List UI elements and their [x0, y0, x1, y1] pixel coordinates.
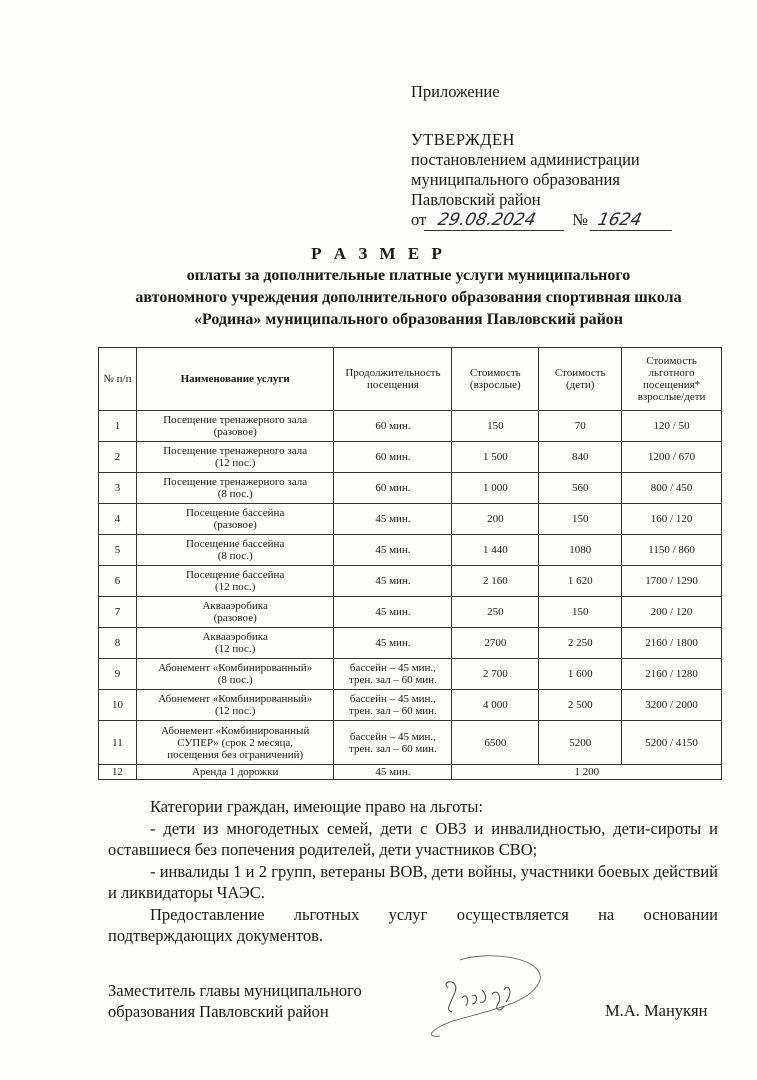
- cell-duration: [334, 504, 452, 535]
- cell-child: 5200: [539, 721, 622, 765]
- cell-name: [136, 566, 334, 597]
- cell-discount: 3200 / 2000: [622, 690, 722, 721]
- cell-adult: 2700: [452, 628, 539, 659]
- cell-name: [136, 690, 334, 721]
- fees-table: [98, 347, 722, 780]
- benefits-heading: Категории граждан, имеющие право на льготы:: [150, 797, 484, 816]
- header-name: Наименование услуги: [136, 348, 334, 411]
- cell-discount: 2160 / 1280: [622, 659, 722, 690]
- cell-duration-line-1: 45 мин.: [375, 606, 411, 618]
- cell-adult: 200: [452, 504, 539, 535]
- cell-name-line-2: (12 пос.): [214, 705, 256, 717]
- cell-name-line-2: СУПЕР» (срок 2 месяца,: [177, 736, 294, 749]
- header-adult: Стоимость (взрослые): [452, 348, 539, 411]
- cell-duration-line-1: бассейн – 45 мин.,: [349, 662, 436, 674]
- cell-name-line-1: Посещение бассейна: [186, 507, 285, 519]
- cell-name-line-1: Аквааэробика: [202, 631, 268, 643]
- cell-name-line-1: Абонемент «Комбинированный: [161, 724, 310, 737]
- table-body: [99, 411, 722, 780]
- table-row: [99, 442, 722, 473]
- cell-adult: 4 000: [452, 690, 539, 721]
- subtitle-line-2: автономного учреждения дополнительного образования спортивная школа: [135, 289, 682, 306]
- cell-name-line-2: (8 пос.): [217, 674, 253, 686]
- cell-name: [136, 473, 334, 504]
- cell-name-line-3: посещения без ограничений): [167, 748, 304, 761]
- cell-duration: [334, 535, 452, 566]
- benefits-section: [108, 796, 718, 947]
- cell-num: 11: [99, 721, 137, 765]
- cell-name: [136, 442, 334, 473]
- cell-child: 150: [539, 597, 622, 628]
- approval-line-2: муниципального образования: [411, 170, 620, 189]
- header-discount: Стоимость льготного посещения* взрослые/дети: [622, 348, 722, 411]
- cell-adult: 2 700: [452, 659, 539, 690]
- cell-num: 1: [99, 411, 137, 442]
- table-row: [99, 597, 722, 628]
- cell-num: 7: [99, 597, 137, 628]
- cell-adult: 6500: [452, 721, 539, 765]
- cell-adult: 150: [452, 411, 539, 442]
- cell-name: [136, 721, 334, 765]
- from-label: от: [411, 210, 427, 229]
- cell-discount: 2160 / 1800: [622, 628, 722, 659]
- cell-discount: 1700 / 1290: [622, 566, 722, 597]
- cell-name-line-1: Абонемент «Комбинированный»: [158, 662, 313, 674]
- signature-image: [400, 950, 550, 1040]
- cell-name-line-2: (12 пос.): [214, 581, 256, 593]
- header-child: Стоимость (дети): [539, 348, 622, 411]
- cell-duration: [334, 628, 452, 659]
- handwritten-date: 29.08.2024: [424, 210, 568, 231]
- table-row: [99, 411, 722, 442]
- approval-date-line: [411, 210, 674, 231]
- cell-num: 3: [99, 473, 137, 504]
- cell-name-line-2: (8 пос.): [217, 550, 253, 562]
- signer-name: М.А. Манукян: [605, 1001, 708, 1020]
- signer-title-2: образования Павловский район: [108, 1002, 329, 1021]
- cell-duration-line-2: трен. зал – 60 мин.: [349, 742, 437, 755]
- cell-duration-line-1: 45 мин.: [375, 544, 411, 556]
- cell-duration-line-1: 45 мин.: [375, 575, 411, 587]
- cell-discount: 120 / 50: [622, 411, 722, 442]
- table-row-last: [99, 765, 722, 780]
- appendix-label: Приложение: [411, 82, 500, 101]
- cell-duration-line-1: 60 мин.: [375, 420, 411, 432]
- table-row: [99, 566, 722, 597]
- cell-name-line-1: Абонемент «Комбинированный»: [158, 693, 313, 705]
- approval-block: [411, 82, 674, 231]
- cell-child: 70: [539, 411, 622, 442]
- cell-name: [136, 504, 334, 535]
- cell-name: [136, 411, 334, 442]
- table-row: [99, 659, 722, 690]
- benefits-item-1: - дети из многодетных семей, дети с ОВЗ и инвалидностью, дети-сироты и оставшиеся без попечения родителей, дети участников СВО;: [108, 818, 718, 859]
- table-row: [99, 473, 722, 504]
- approval-line-1: постановлением администрации: [411, 150, 640, 169]
- cell-duration-line-1: 60 мин.: [375, 451, 411, 463]
- cell-discount: 160 / 120: [622, 504, 722, 535]
- cell-adult: 1 000: [452, 473, 539, 504]
- benefits-item-2: - инвалиды 1 и 2 групп, ветераны ВОВ, дети войны, участники боевых действий и ликвидаторы ЧАЭС.: [108, 861, 718, 902]
- cell-child: 150: [539, 504, 622, 535]
- cell-duration-line-2: трен. зал – 60 мин.: [349, 705, 437, 717]
- cell-child: 840: [539, 442, 622, 473]
- cell-discount: 1200 / 670: [622, 442, 722, 473]
- cell-name-line-1: Посещение бассейна: [186, 538, 285, 550]
- cell-name-line-2: (разовое): [213, 612, 257, 624]
- cell-name-line-2: (12 пос.): [214, 457, 256, 469]
- cell-duration: [334, 442, 452, 473]
- cell-num: 10: [99, 690, 137, 721]
- cell-duration-line-1: 45 мин.: [375, 513, 411, 525]
- cell-name-line-1: Посещение тренажерного зала: [163, 445, 308, 457]
- cell-duration: [334, 690, 452, 721]
- number-label: №: [572, 210, 588, 229]
- cell-name-line-2: (8 пос.): [217, 488, 253, 500]
- cell-name: [136, 597, 334, 628]
- cell-duration-line-2: трен. зал – 60 мин.: [349, 674, 437, 686]
- cell-discount: 1150 / 860: [622, 535, 722, 566]
- cell-adult: 1 500: [452, 442, 539, 473]
- cell-name-line-1: Посещение тренажерного зала: [163, 476, 308, 488]
- cell-discount: 200 / 120: [622, 597, 722, 628]
- cell-duration: [334, 659, 452, 690]
- cell-num: 2: [99, 442, 137, 473]
- cell-duration-line-1: бассейн – 45 мин.,: [349, 730, 436, 743]
- cell-name-line-1: Посещение бассейна: [186, 569, 285, 581]
- cell-name: [136, 535, 334, 566]
- document-subtitle: [30, 265, 757, 331]
- table-row: [99, 628, 722, 659]
- benefits-note: Предоставление льготных услуг осуществляется на основании подтверждающих документов.: [108, 904, 718, 945]
- cell-duration: [334, 411, 452, 442]
- approval-line-3: Павловский район: [411, 190, 541, 209]
- cell-child: 2 250: [539, 628, 622, 659]
- cell-name: Аренда 1 дорожки: [136, 765, 334, 780]
- cell-name: [136, 659, 334, 690]
- cell-name-line-2: (12 пос.): [214, 643, 256, 655]
- cell-name-line-1: Аквааэробика: [202, 600, 268, 612]
- cell-num: 5: [99, 535, 137, 566]
- cell-duration-line-1: бассейн – 45 мин.,: [349, 693, 436, 705]
- subtitle-line-3: «Родина» муниципального образования Павловский район: [193, 311, 624, 328]
- cell-adult: 1 440: [452, 535, 539, 566]
- cell-name-line-2: (разовое): [213, 519, 257, 531]
- cell-price-merged: 1 200: [452, 765, 722, 780]
- cell-num: 9: [99, 659, 137, 690]
- cell-num: 12: [99, 765, 137, 780]
- cell-child: 2 500: [539, 690, 622, 721]
- cell-duration: [334, 721, 452, 765]
- cell-adult: 2 160: [452, 566, 539, 597]
- table-row: [99, 690, 722, 721]
- header-duration: Продолжительность посещения: [334, 348, 452, 411]
- table-row: [99, 535, 722, 566]
- signer-title-1: Заместитель главы муниципального: [108, 981, 362, 1000]
- table-row: [99, 721, 722, 765]
- cell-duration: [334, 597, 452, 628]
- cell-discount: 5200 / 4150: [622, 721, 722, 765]
- header-num: № п/п: [99, 348, 137, 411]
- cell-adult: 250: [452, 597, 539, 628]
- table-row: [99, 504, 722, 535]
- cell-num: 4: [99, 504, 137, 535]
- handwritten-number: 1624: [590, 210, 676, 231]
- cell-duration-line-1: 60 мин.: [375, 482, 411, 494]
- cell-child: 1 620: [539, 566, 622, 597]
- subtitle-line-1: оплаты за дополнительные платные услуги муниципального: [186, 267, 631, 284]
- cell-name-line-2: (разовое): [213, 426, 257, 438]
- cell-duration-line-1: 45 мин.: [375, 637, 411, 649]
- cell-name: [136, 628, 334, 659]
- cell-child: 1 600: [539, 659, 622, 690]
- cell-discount: 800 / 450: [622, 473, 722, 504]
- cell-duration: [334, 566, 452, 597]
- cell-name-line-1: Посещение тренажерного зала: [163, 414, 308, 426]
- cell-duration: 45 мин.: [334, 765, 452, 780]
- signer-block: [108, 980, 362, 1022]
- cell-num: 6: [99, 566, 137, 597]
- cell-duration: [334, 473, 452, 504]
- table-header-row: [99, 348, 722, 411]
- cell-child: 560: [539, 473, 622, 504]
- approved-heading: УТВЕРЖДЕН: [411, 130, 515, 149]
- document-title: Р А З М Е Р: [311, 244, 446, 263]
- cell-num: 8: [99, 628, 137, 659]
- cell-child: 1080: [539, 535, 622, 566]
